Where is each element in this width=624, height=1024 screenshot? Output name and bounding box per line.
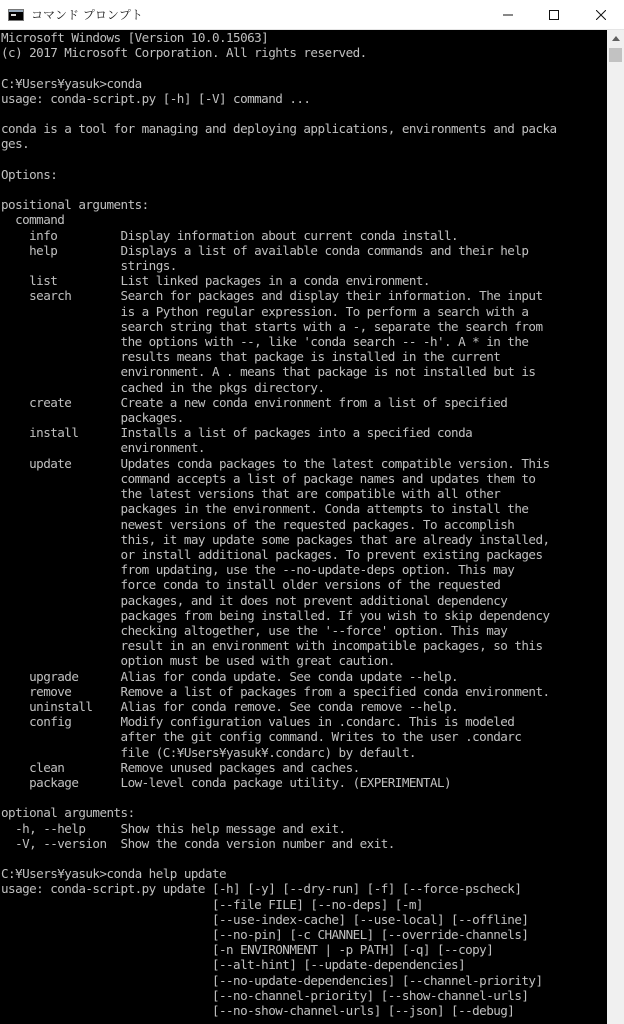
maximize-button[interactable] bbox=[531, 0, 577, 30]
console-text: Microsoft Windows [Version 10.0.15063] (c) 2017 Microsoft Corporation. All rights reserved. C:¥Users¥yasuk>conda usage: conda-script.py [-h] [-V] command ... conda is a tool for managing and deploying applications, environments and packa ges. Options: positional arguments: command info Display information about current conda install. help Displays a list of available conda commands and their help strings. list List linked packages in a conda environment. search Search for packages and display their information. The input is a Python regular expression. To perform a search with a search string that starts with a -, separate the search from the options with --, like 'conda search -- -h'. A * in the results means that package is installed in the current environment. A . means that package is not installed but is cached in the pkgs directory. create Create a new conda environment from a list of specified packages. install Installs a list of packages into a specified conda environment. update Updates conda packages to the latest compatible version. This command accepts a list of package names and updates them to the latest versions that are compatible with all other packages in the environment. Conda attempts to install the newest versions of the requested packages. To accomplish this, it may update some packages that are already installed, or install additional packages. To prevent existing packages from updating, use the --no-update-deps option. This may force conda to install older versions of the requested packages, and it does not prevent additional dependency packages from being installed. If you wish to skip dependency checking altogether, use the '--force' option. This may result in an environment with incompatible packages, so this option must be used with great caution. upgrade Alias for conda update. See conda update --help. remove Remove a list of packages from a specified conda environment. uninstall Alias for conda remove. See conda remove --help. config Modify configuration values in .condarc. This is modeled after the git config command. Writes to the user .condarc file (C:¥Users¥yasuk¥.condarc) by default. clean Remove unused packages and caches. package Low-level conda package utility. (EXPERIMENTAL) optional arguments: -h, --help Show this help message and exit. -V, --version Show the conda version number and exit. C:¥Users¥yasuk>conda help update usage: conda-script.py update [-h] [-y] [--dry-run] [-f] [--force-pscheck] [--file FILE] [--no-deps] [-m] [--use-index-cache] [--use-local] [--offline] [--no-pin] [-c CHANNEL] [--override-channels] [-n ENVIRONMENT | -p PATH] [-q] [--copy] [--alt-hint] [--update-dependencies] [--no-update-dependencies] [--channel-priority] [--no-channel-priority] [--show-channel-urls] [--no-show-channel-urls] [--json] [--debug] bbox=[1, 30, 557, 1018]
console-output[interactable] bbox=[0, 30, 607, 1024]
scroll-up-button[interactable] bbox=[607, 30, 624, 47]
cmd-icon bbox=[8, 9, 24, 21]
vertical-scrollbar[interactable] bbox=[607, 30, 624, 1024]
minimize-icon bbox=[503, 10, 513, 20]
close-button[interactable] bbox=[577, 0, 624, 30]
window-title: コマンド プロンプト bbox=[31, 8, 143, 22]
chevron-up-icon bbox=[612, 36, 620, 41]
title-bar[interactable] bbox=[0, 0, 624, 30]
maximize-icon bbox=[549, 10, 559, 20]
minimize-button[interactable] bbox=[485, 0, 531, 30]
scrollbar-thumb[interactable] bbox=[609, 48, 622, 62]
close-icon bbox=[596, 10, 606, 20]
